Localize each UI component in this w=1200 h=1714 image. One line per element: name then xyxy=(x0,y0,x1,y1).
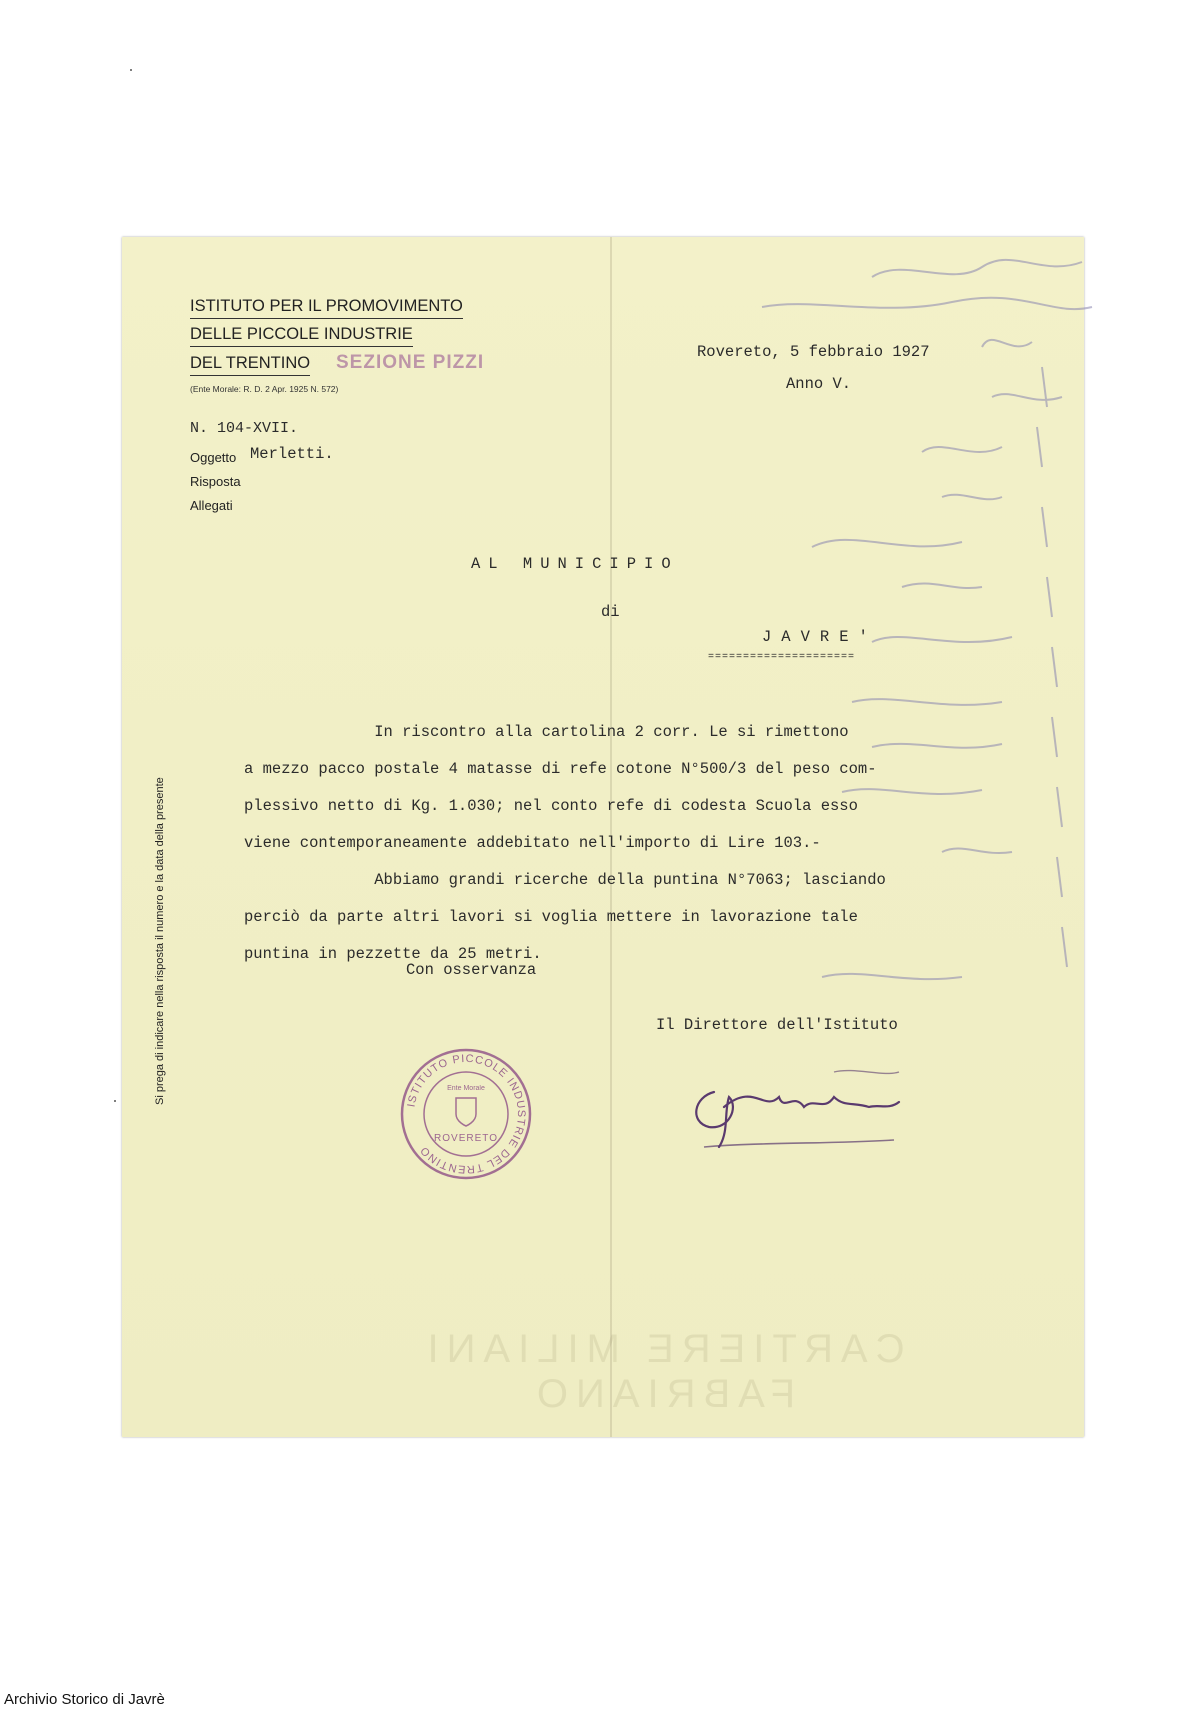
scan-speck xyxy=(114,1100,116,1102)
stamp-outer-text: ISTITUTO PICCOLE INDUSTRIE DEL TRENTINO xyxy=(405,1052,528,1176)
watermark: CARTIERE MILIANI FABRIANO xyxy=(419,1327,905,1416)
body-line: a mezzo pacco postale 4 matasse di refe cotone N°500/3 del peso com- xyxy=(244,760,877,778)
letter-body xyxy=(244,714,1044,973)
scan-speck xyxy=(130,69,132,71)
side-note: Si prega di indicare nella risposta il numero e la data della presente xyxy=(154,777,166,1105)
signature-title: Il Direttore dell'Istituto xyxy=(656,1016,898,1034)
stamp-city: ROVERETO xyxy=(434,1133,498,1144)
institute-stamp xyxy=(398,1046,534,1182)
label-risposta: Risposta xyxy=(190,474,241,489)
archive-footer: Archivio Storico di Javrè xyxy=(4,1691,165,1708)
section-stamp: SEZIONE PIZZI xyxy=(336,352,485,373)
body-line: perciò da parte altri lavori si voglia mettere in lavorazione tale xyxy=(244,908,858,926)
fascist-era-year: Anno V. xyxy=(786,375,852,393)
director-signature xyxy=(684,1052,914,1162)
recipient-line-2: di xyxy=(601,603,620,621)
letterhead-line-1: ISTITUTO PER IL PROMOVIMENTO xyxy=(190,294,463,319)
legal-note: (Ente Morale: R. D. 2 Apr. 1925 N. 572) xyxy=(190,384,339,394)
body-line: plessivo netto di Kg. 1.030; nel conto refe di codesta Scuola esso xyxy=(244,797,858,815)
subject-value: Merletti. xyxy=(250,445,334,463)
letterhead-line-2: DELLE PICCOLE INDUSTRIE xyxy=(190,322,413,347)
letterhead-line-3: DEL TRENTINO xyxy=(190,351,310,376)
closing: Con osservanza xyxy=(406,961,537,979)
body-line: viene contemporaneamente addebitato nell'importo di Lire 103.- xyxy=(244,834,821,852)
recipient-line-3: JAVRE' xyxy=(762,628,878,646)
reference-labels xyxy=(190,446,241,518)
recipient-line-1: AL MUNICIPIO xyxy=(471,555,679,573)
body-line: Abbiamo grandi ricerche della puntina N°7063; lasciando xyxy=(244,871,886,889)
label-oggetto: Oggetto xyxy=(190,450,237,465)
label-allegati: Allegati xyxy=(190,498,233,513)
body-line: In riscontro alla cartolina 2 corr. Le si rimettono xyxy=(244,723,849,741)
protocol-number: N. 104-XVII. xyxy=(190,420,299,437)
recipient-underline: ===================== xyxy=(708,652,856,663)
body-line: puntina in pezzette da 25 metri. xyxy=(244,945,542,963)
stamp-inner-text: Ente Morale xyxy=(447,1085,485,1092)
place-date: Rovereto, 5 febbraio 1927 xyxy=(697,343,930,361)
